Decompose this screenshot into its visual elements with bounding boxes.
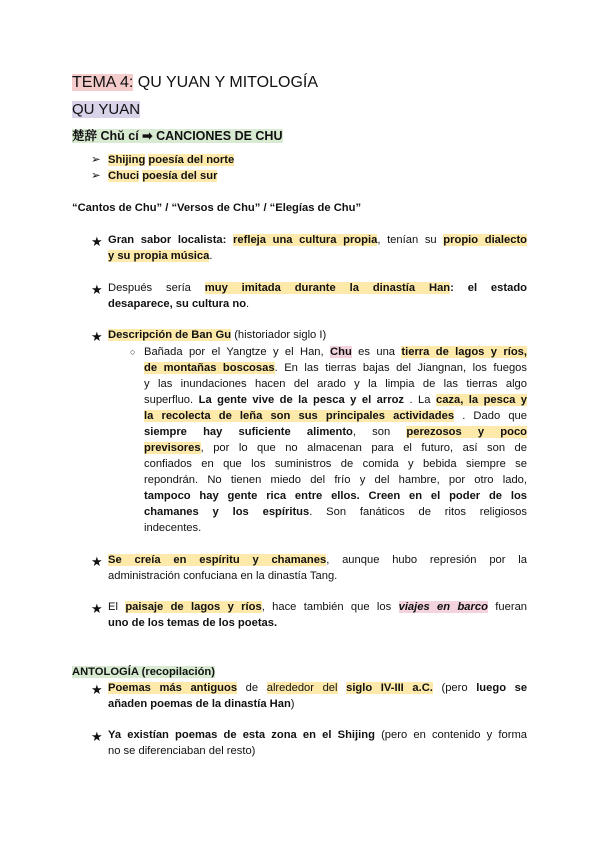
paragraph-line: y las inundaciones hacen del arado y la limpia de las tierras algo — [144, 378, 527, 390]
paragraph-line: chamanes y los espíritus. Son fanáticos de ritos religiosos — [144, 506, 527, 518]
paragraph-line: previsores, por lo que no almacenan para el futuro, así son de — [144, 442, 527, 454]
arrow-bullet-icon: ➢ — [91, 170, 101, 182]
star-bullet-icon: ★ — [91, 682, 103, 697]
titles-quote: “Cantos de Chu” / “Versos de Chu” / “Elegías de Chu” — [72, 202, 362, 214]
shijing-desc: poesía del norte — [148, 154, 235, 166]
paragraph-line: indecentes. — [144, 522, 202, 534]
star-bullet-icon: ★ — [91, 554, 103, 569]
star-bullet-icon: ★ — [91, 329, 103, 344]
paragraph-line: añaden poemas de la dinastía Han) — [108, 698, 295, 710]
circle-bullet-icon: ○ — [130, 347, 136, 357]
paragraph-line: administración confuciana en la dinastía Tang. — [108, 570, 338, 582]
paragraph-line: siempre hay suficiente alimento, son perezosos y poco — [144, 426, 527, 438]
paragraph-line: y su propia música. — [108, 250, 213, 262]
paragraph-line: de montañas boscosas. En las tierras bajas del Jiangnan, los fuegos — [144, 362, 527, 374]
paragraph-line: la recolecta de leña son sus principales actividades . Dado que — [144, 410, 527, 422]
paragraph-line: superfluo. La gente vive de la pesca y el arroz . La caza, la pesca y — [144, 394, 528, 406]
star-bullet-icon: ★ — [91, 729, 103, 744]
page-title — [72, 73, 318, 93]
paragraph-line: Después sería muy imitada durante la dinastía Han: el estado — [108, 282, 527, 294]
paragraph-line: El paisaje de lagos y ríos, hace también que los viajes en barco fueran — [108, 601, 528, 613]
star-bullet-icon: ★ — [91, 601, 103, 616]
paragraph-line: Se creía en espíritu y chamanes, aunque hubo represión por la — [108, 554, 527, 566]
paragraph-line: Gran sabor localista: refleja una cultura propia, tenían su propio dialecto — [108, 234, 528, 246]
paragraph-line: repondrán. No tienen miedo del frío y del hambre, por otro lado, — [144, 474, 527, 486]
chuci-desc: poesía del sur — [142, 170, 218, 182]
paragraph-line: Descripción de Ban Gu (historiador siglo I) — [108, 329, 327, 341]
paragraph-line: confiados en que los suministros de comida y bebida siempre se — [144, 458, 527, 470]
anthology-heading: ANTOLOGÍA (recopilación) — [72, 666, 215, 678]
paragraph-line: no se diferenciaban del resto) — [108, 745, 256, 757]
paragraph-line: uno de los temas de los poetas. — [108, 617, 278, 629]
arrow-bullet-icon: ➢ — [91, 154, 101, 166]
title-text: QU YUAN Y MITOLOGÍA — [133, 74, 319, 91]
shijing-term: Shijing — [108, 154, 146, 166]
star-bullet-icon: ★ — [91, 282, 103, 297]
paragraph-line: Ya existían poemas de esta zona en el Shijing (pero en contenido y forma — [108, 729, 527, 741]
subheading — [72, 128, 283, 145]
list-item — [108, 169, 217, 184]
section-heading — [72, 100, 140, 119]
paragraph-line: Poemas más antiguos de alrededor del siglo IV-III a.C. (pero luego se — [108, 682, 528, 694]
subheading-text: 楚辞 Chǔ cí ➡ CANCIONES DE CHU — [72, 129, 283, 143]
title-topic: TEMA 4: — [72, 74, 134, 91]
list-item — [108, 153, 234, 168]
chuci-term: Chuci — [108, 170, 140, 182]
star-bullet-icon: ★ — [91, 234, 103, 249]
paragraph-line: Bañada por el Yangtze y el Han, Chu es una tierra de lagos y ríos, — [144, 346, 527, 358]
paragraph-line: desaparece, su cultura no. — [108, 298, 250, 310]
paragraph-line: tampoco hay gente rica entre ellos. Creen en el poder de los — [144, 490, 528, 502]
section-title: QU YUAN — [72, 101, 141, 118]
